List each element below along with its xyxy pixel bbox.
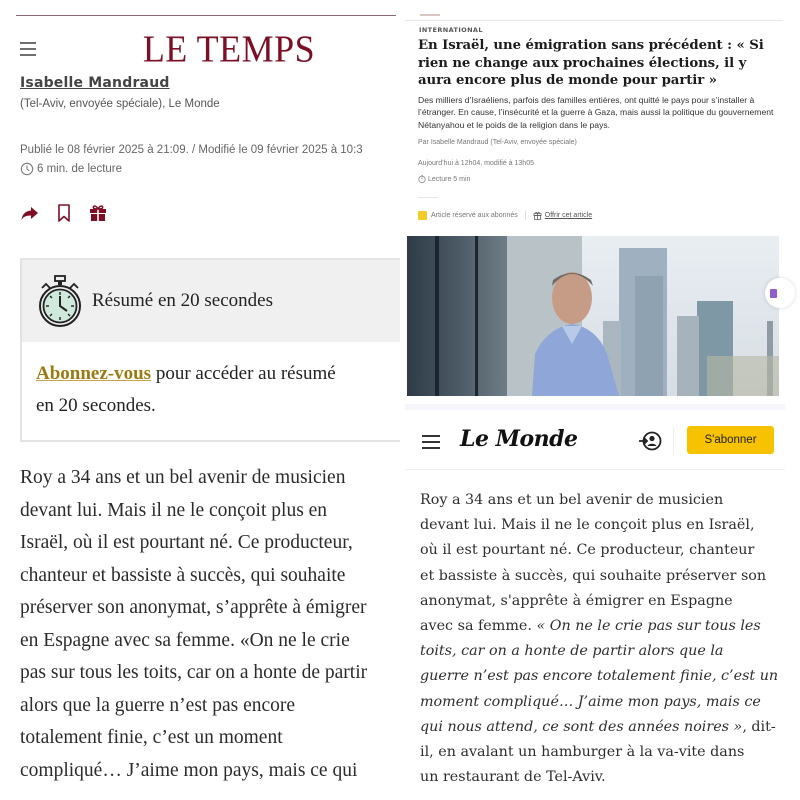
short-divider xyxy=(418,197,438,198)
stopwatch-icon xyxy=(36,274,84,328)
reading-time-label: Lecture 5 min xyxy=(428,175,471,183)
body-line: et bassiste à succès, qui souhaite préserver son xyxy=(420,567,767,584)
article-body xyxy=(20,462,400,787)
quote-text: qui nous attend, ce sont des années noires » xyxy=(420,718,743,735)
subscribe-button[interactable]: S'abonner xyxy=(687,426,774,454)
article-photo xyxy=(407,236,779,396)
floating-action-button[interactable] xyxy=(765,278,795,308)
publish-date: Publié le 08 février 2025 à 21:09. / Modifié le 09 février 2025 à 10:3 xyxy=(20,144,363,156)
summary-box xyxy=(20,258,400,442)
le-monde-panel xyxy=(405,0,800,800)
clock-icon xyxy=(20,162,34,176)
body-line: préserver son anonymat, s’apprête à émigrer xyxy=(20,597,367,618)
body-line xyxy=(420,690,790,715)
quote-text: « On ne le crie pas sur tous les xyxy=(536,618,761,635)
gift-icon xyxy=(533,211,542,220)
summary-text-line1: pour accéder au résumé xyxy=(151,363,336,384)
body-line: anonymat, s'apprête à émigrer en Espagne xyxy=(420,592,733,609)
le-monde-navbar xyxy=(405,412,785,470)
summary-header xyxy=(22,260,400,342)
reading-time-label: 6 min. de lecture xyxy=(37,163,123,175)
subscriber-row xyxy=(418,211,592,220)
body-line: alors que la guerre n’est pas encore xyxy=(20,694,296,716)
reading-time xyxy=(418,175,470,183)
article-title: En Israël, une émigration sans précédent : « Si rien ne change aux prochaines élections, il y aura encore plus de monde pour partir » xyxy=(418,38,764,88)
body-line: devant lui. Mais il ne le conçoit plus en Israël, xyxy=(420,517,755,534)
author-affiliation: (Tel-Aviv, envoyée spéciale), Le Monde xyxy=(20,98,220,110)
summary-paywall-text xyxy=(22,342,400,438)
article-lead: Des milliers d’Israéliens, parfois des familles entières, ont quitté le pays pour s’installer à l’étranger. En cause, l’insécurité et la guerre à Gaza, mais aussi la politique du gouvernement Nétanyahou et le poids de la religion dans le pays. xyxy=(418,95,774,130)
subscribers-only-label: Article réservé aux abonnés xyxy=(431,212,518,219)
body-line xyxy=(420,614,790,639)
body-line: il, en avalant un hamburger à la va-vite dans xyxy=(420,744,745,761)
le-temps-logo[interactable]: LE TEMPS xyxy=(142,28,316,70)
body-line: chanteur et bassiste à succès, qui souhaite xyxy=(20,564,346,586)
article-body xyxy=(420,488,790,790)
body-text: , dit- xyxy=(742,718,776,735)
body-line xyxy=(420,715,790,740)
bookmark-icon[interactable] xyxy=(54,203,74,223)
body-line: Israël, où il est pourtant né. Ce producteur, xyxy=(20,532,353,553)
subscriber-badge-icon xyxy=(418,211,427,220)
byline: Par Isabelle Mandraud (Tel-Aviv, envoyée spéciale) xyxy=(418,139,577,146)
subscribe-link[interactable]: Abonnez-vous xyxy=(36,363,152,384)
quote-text: guerre n’est pas encore totalement finie, c’est un xyxy=(420,668,779,685)
menu-icon[interactable] xyxy=(20,42,36,56)
body-line: totalement finie, c’est un moment xyxy=(20,727,283,748)
onenote-icon xyxy=(770,289,777,298)
top-stub xyxy=(420,14,440,16)
article-actions xyxy=(20,203,108,223)
summary-title: Résumé en 20 secondes xyxy=(92,290,273,311)
le-monde-logo[interactable]: Le Monde xyxy=(460,426,578,452)
login-icon[interactable] xyxy=(638,430,662,452)
quote-text: toits, car on a honte de partir alors que la xyxy=(420,643,724,660)
body-line: Roy a 34 ans et un bel avenir de musicien xyxy=(420,492,724,508)
header-shadow xyxy=(405,404,785,410)
body-text: avec sa femme. xyxy=(420,618,537,635)
gift-icon[interactable] xyxy=(88,203,108,223)
body-line: compliqué… J’aime mon pays, mais ce qui xyxy=(20,759,358,781)
offer-article-label: Offrir cet article xyxy=(544,212,593,219)
body-line: pas sur tous les toits, car on a honte de partir xyxy=(20,662,368,683)
nav-separator xyxy=(673,428,674,454)
top-divider xyxy=(405,20,783,21)
section-label[interactable]: INTERNATIONAL xyxy=(419,26,483,34)
separator xyxy=(525,211,526,220)
offer-article-link[interactable] xyxy=(533,211,592,220)
body-line: devant lui. Mais il ne le conçoit plus en xyxy=(20,499,328,521)
quote-text: moment compliqué… J’aime mon pays, mais ce xyxy=(420,693,761,710)
timer-icon xyxy=(418,175,426,183)
author-link[interactable]: Isabelle Mandraud xyxy=(20,75,170,91)
body-line xyxy=(420,639,790,664)
body-line: en Espagne avec sa femme. «On ne le crie xyxy=(20,629,350,651)
reading-time xyxy=(20,162,122,176)
share-icon[interactable] xyxy=(20,203,40,223)
body-line: un restaurant de Tel-Aviv. xyxy=(420,769,606,786)
body-line: Roy a 34 ans et un bel avenir de musicien xyxy=(20,467,346,488)
menu-icon[interactable] xyxy=(422,435,440,449)
article-date: Aujourd’hui à 12h04, modifié à 13h05 xyxy=(418,160,534,167)
body-line xyxy=(420,664,790,689)
top-divider xyxy=(16,15,396,16)
summary-text-line2: en 20 secondes. xyxy=(36,395,156,416)
body-line: où il est pourtant né. Ce producteur, chanteur xyxy=(420,542,755,559)
